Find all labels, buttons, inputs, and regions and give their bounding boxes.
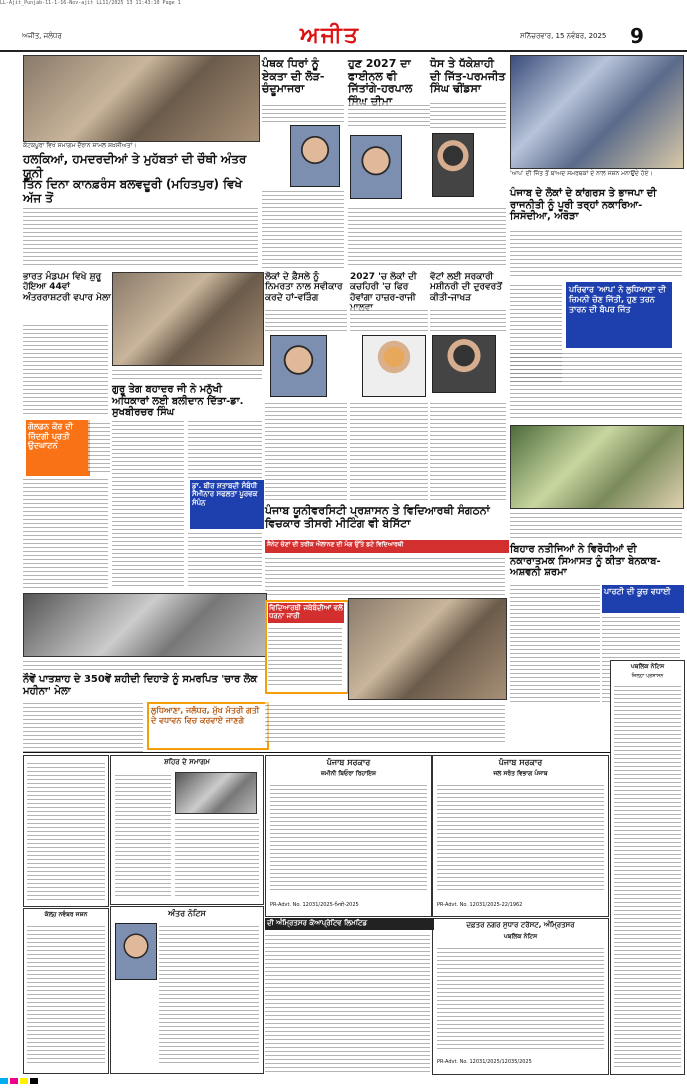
article-body-text [265, 702, 505, 742]
ad2-subtitle: ਜਲ ਸਰੋਤ ਵਿਭਾਗ ਪੰਜਾਬ [493, 770, 548, 777]
article-body-text [265, 932, 430, 1072]
article-body-text [262, 102, 344, 122]
ad2-footer: PR-Advt. No. 12031/2025-22/1962 [437, 902, 523, 908]
article-body-text [430, 100, 506, 128]
celebration-caption: 'ਆਪ' ਦੀ ਜਿੱਤ ਤੋਂ ਬਾਅਦ ਸਮਰਥਕਾਂ ਦੇ ਨਾਲ ਜਸ਼ਨ ਮਨਾਉਂਦੇ ਹੋਏ। [510, 170, 653, 177]
box-aap-win: ਪਰਿਵਾਰ 'ਆਪ' ਨੇ ਲੁਧਿਆਣਾ ਦੀ ਜ਼ਿਮਨੀ ਚੋਣ ਜਿੱਤੀ, ਹੁਣ ਤਰਨ ਤਾਰਨ ਦੀ ਬੰਪਰ ਜਿੱਤ [566, 282, 672, 348]
ad4-body [175, 816, 259, 896]
ad1-footer: PR-Advt. No. 12031/2025-ਮਿਤੀ-2025 [270, 902, 359, 908]
ad3-subtitle: ਪਬਲਿਕ ਨੋਟਿਸ [503, 933, 538, 940]
article-body-text [112, 367, 262, 379]
ad4-photo [175, 772, 257, 814]
headline-malwa: 2027 'ਚ ਲੋਕਾਂ ਦੀ ਕਚਹਿਰੀ 'ਚ ਫਿਰ ਹੋਵਾਂਗਾ ਹਾਜ਼ਰ-ਰਾਜੀ [350, 272, 417, 303]
section-divider [23, 752, 683, 753]
subheadline-pu: ਸੈਨੇਟ ਚੋਣਾਂ ਦੀ ਤਰੀਕ ਐਲਾਨਣ ਦੀ ਮੰਗ ਉੱਤੇ ਡਟੇ ਵਿਦਿਆਰਥੀ [265, 540, 509, 553]
article-body-text [23, 700, 143, 752]
ad3-footer: PR-Advt. No. 12031/2025/12035/2025 [437, 1059, 532, 1065]
bottom-center-bar: ਦੀ ਅੰਮ੍ਰਿਤਸਰ ਕੋਆਪ੍ਰੇਟਿਵ ਲਿਮਟਿਡ [265, 918, 434, 930]
article-body-text [23, 476, 108, 591]
ad3-body [437, 945, 604, 1050]
portrait-photo [290, 125, 340, 187]
ad2-body [437, 782, 604, 892]
article-body-text [112, 418, 184, 588]
ad-panel-6 [23, 755, 109, 907]
ad6-body [27, 760, 105, 900]
portrait-photo [432, 133, 474, 197]
headline-350th: ਨੌਵੇਂ ਪਾਤਸ਼ਾਹ ਦੇ 350ਵੇਂ ਸ਼ਹੀਦੀ ਦਿਹਾੜੇ ਨੂੰ ਸਮਰਪਿਤ 'ਚਾਰ ਲੋਕ ਮਹੀਨਾ' ਮੇਲਾ [23, 674, 258, 697]
cyan-swatch [0, 1078, 8, 1084]
box-seminar: ਡਾ. ਬੀਰ ਸ਼ਤਾਬਦੀ ਸੰਬੰਧੀ ਸੈਮੀਨਾਰ ਸਫਲਤਾ ਪੂਰਵਕ ਸੰਪੰਨ [190, 480, 264, 529]
headline-panjab-university: ਪੰਜਾਬ ਯੂਨੀਵਰਸਿਟੀ ਪ੍ਰਸ਼ਾਸਨ ਤੇ ਵਿਦਿਆਰਥੀ ਸੰਗਠਨਾਂ ਵਿਚਕਾਰ ਤੀਸਰੀ ਮੀਟਿੰਗ ਵੀ ਬੇਸਿੱਟਾ [265, 504, 490, 530]
article-body-text [262, 188, 344, 268]
event-photo-right [510, 425, 684, 509]
page-number: 9 [630, 24, 644, 48]
article-body-text [88, 420, 110, 472]
article-body-text [265, 555, 505, 595]
newspaper-name: ਅਜੀਤ [300, 22, 360, 48]
print-line: LL-Ajit_Punjab-11-1-16-Nov-ajit LL11/2025 13 11:43:10 Page 1 [0, 0, 181, 6]
box-ludhiana: ਲੁਧਿਆਣਾ, ਜਲੰਧਰ, ਮੁੱਖ ਮੰਤਰੀ ਗਤੀ ਦੇ ਵਧਾਵਨ ਵਿਚ ਕਰਵਾਏ ਜਾਣਗੇ [147, 702, 269, 750]
ad4-body [115, 772, 171, 897]
classified-title: ਪਬਲਿਕ ਨੋਟਿਸ [630, 663, 665, 670]
ad-panel-3 [432, 918, 609, 1075]
article-body-text [430, 400, 506, 500]
top-left-caption: ਕੋਟਕਪੂਰਾ ਵਿਖੇ ਸਮਾਗਮ ਦੌਰਾਨ ਸ਼ਾਮਲ ਸ਼ਖ਼ਸੀਅਤਾਂ। [23, 142, 137, 149]
article-body-text [430, 307, 506, 331]
article-body-text [510, 582, 600, 702]
headline-warring: ਲੋਕਾਂ ਦੇ ਫ਼ੈਸਲੇ ਨੂੰ ਨਿਮਰਤਾ ਨਾਲ ਸਵੀਕਾਰ ਕਰਦੇ ਹਾਂ-ਵੜਿੰਗ [265, 272, 343, 303]
masthead-date: ਸਨਿੱਚਰਵਾਰ, 15 ਨਵੰਬਰ, 2025 [520, 32, 607, 40]
headline-sisodia: ਪੰਜਾਬ ਦੇ ਲੋਕਾਂ ਦੇ ਕਾਂਗਰਸ ਤੇ ਭਾਜਪਾ ਦੀ ਰਾਜਨੀਤੀ ਨੂੰ ਪੂਰੀ ਤਰ੍ਹਾਂ ਨਕਾਰਿਆ-ਸਿਸੋਦੀਆ, ਅਰੋੜਾ [510, 188, 657, 222]
protest-photo [348, 598, 507, 700]
ad1-subtitle: ਜ਼ਮੀਨੀ ਬਿਓਰਾ ਰਿਹਾਇਸ਼ [320, 770, 377, 777]
headline-cheema: ਹੁਣ 2027 ਦਾ ਫਾਈਨਲ ਵੀ ਜਿੱਤਾਂਗੇ-ਹਰਪਾਲ [348, 57, 413, 96]
box-golden-kaur: ਗੋਲਡਨ ਕੌਰ ਦੀ ਜ਼ਿੰਦਗੀ ਪ੍ਰਤੀ ਉਦਘਾਟਨ [26, 420, 90, 476]
ad-panel-7 [23, 908, 109, 1074]
ad4-title: ਸ਼ਹਿਰ ਦੇ ਸਮਾਗਮ [164, 758, 210, 766]
box-party: ਪਾਰਟੀ ਦੀ ਕੂਚ ਵਧਾਈ [602, 585, 684, 613]
article-body-text [430, 205, 506, 268]
article-body-text [23, 658, 265, 670]
ad-panel-4 [110, 755, 264, 905]
article-body-text [350, 400, 428, 500]
portrait-photo [362, 335, 426, 397]
celebration-photo [510, 55, 684, 169]
article-body-text [23, 205, 258, 267]
masthead-city: ਅਜੀਤ, ਜਲੰਧਰ [22, 32, 62, 40]
ad-panel-2 [432, 755, 609, 917]
headline-bihar: ਬਿਹਾਰ ਨਤੀਜਿਆਂ ਨੇ ਵਿਰੋਧੀਆਂ ਦੀ ਨਕਾਰਾਤਮਕ ਸਿਆਸਤ ਨੂੰ ਕੀਤਾ ਬੇਨਕਾਬ-ਅਸ਼ਵਨੀ ਸ਼ਰਮਾ [510, 544, 661, 578]
box-student-dharna: ਵਿਦਿਆਰਥੀ ਜਥੇਬੰਦੀਆਂ ਵਲੋਂ ਧਰਨਾ ਜਾਰੀ [268, 603, 344, 623]
masthead [0, 10, 687, 52]
group-photo-top-left [23, 55, 260, 142]
classifieds-column [610, 660, 685, 1075]
award-photo [112, 272, 264, 366]
article-body-text [510, 510, 682, 540]
article-body-text [265, 307, 347, 331]
article-body-text [265, 400, 347, 500]
ad7-body [27, 923, 105, 1063]
ad5-body [159, 923, 259, 1063]
article-body-text [188, 418, 262, 478]
classified-small: ਜ਼ਿਲ੍ਹਾ ਪ੍ਰਸ਼ਾਸਨ [631, 673, 664, 679]
classified-body [614, 683, 681, 1068]
headline-dhindsa: ਧੋਸ ਤੇ ਧੱਕੇਸ਼ਾਹੀ ਦੀ ਜਿੱਤ-ਪਰਮਜੀਤ ਸਿੰਘ ਢੀਂਡਸਾ [430, 57, 506, 96]
ad5-photo [115, 923, 157, 980]
gathering-photo [23, 593, 267, 657]
article-body-text [348, 102, 430, 127]
color-registration-strip [0, 1078, 687, 1089]
ad3-title: ਦਫ਼ਤਰ ਨਗਰ ਸੁਧਾਰ ਟਰੱਸਟ, ਅੰਮ੍ਰਿਤਸਰ [466, 921, 575, 929]
headline-conference-1: ਹਲਕਿਆਂ, ਹਮਦਰਦੀਆਂ ਤੇ ਮੁਹੱਬਤਾਂ ਦੀ ਚੌਥੀ ਅੰਤਰ ਯੂਨੀ [23, 152, 247, 180]
portrait-photo [270, 335, 327, 397]
headline-conference-2: ਤਿੰਨ ਦਿਨਾ ਕਾਨਫ਼ਰੰਸ ਬਲਵਦੂਰੀ (ਮਹਿਤਪੁਰ) ਵਿਖੇ ਅੱਜ ਤੋਂ [23, 177, 243, 205]
ad5-title: ਅੰਤਰ ਨੋਟਿਸ [168, 909, 206, 918]
ad7-title: ਕੱਲ੍ਹ ਨਵੰਬਰ ਜਸ਼ਨ [44, 911, 88, 918]
magenta-swatch [10, 1078, 18, 1084]
ad2-title: ਪੰਜਾਬ ਸਰਕਾਰ [498, 758, 543, 767]
article-body-text [23, 322, 108, 417]
headline-guru-teg-bahadur: ਗੁਰੂ ਤੇਗ ਬਹਾਦਰ ਜੀ ਨੇ ਮਨੁੱਖੀ ਅਧਿਕਾਰਾਂ ਲਈ ਬਲੀਦਾਨ ਦਿੱਤਾ-ਡਾ. ਸੁਖਬੀਰਚਰ ਸਿੰਘ [112, 384, 244, 418]
headline-chandumajra: ਪੰਥਕ ਧਿਰਾਂ ਨੂੰ ਏਕਤਾ ਦੀ ਲੋੜ-ਚੰਦੂਮਾਜਰਾ [262, 57, 325, 96]
article-body-text [188, 530, 262, 588]
black-swatch [30, 1078, 38, 1084]
ad1-title: ਪੰਜਾਬ ਸਰਕਾਰ [326, 758, 371, 767]
headline-jakhar: ਵੋਟਾਂ ਲਈ ਸਰਕਾਰੀ ਮਸ਼ੀਨਰੀ ਦੀ ਦੁਰਵਰਤੋਂ ਕੀਤੀ-ਜਾਖੜ [430, 272, 502, 303]
ad-panel-5 [110, 906, 264, 1074]
portrait-photo [350, 135, 402, 199]
article-body-text [510, 350, 682, 420]
article-body-text [510, 228, 682, 278]
article-body-text [350, 307, 428, 331]
ad-panel-1 [265, 755, 432, 917]
yellow-swatch [20, 1078, 28, 1084]
article-body-text [268, 625, 342, 687]
article-body-text [348, 205, 430, 268]
portrait-photo [432, 335, 496, 393]
ad1-body [270, 782, 427, 892]
headline-trade-fair: ਭਾਰਤ ਮੰਡਪਮ ਵਿਖੇ ਸ਼ੁਰੂ ਹੋਇਆ 44ਵਾਂ ਅੰਤਰਰਾਸ਼ਟਰੀ ਵਪਾਰ ਮੇਲਾ [23, 272, 111, 303]
